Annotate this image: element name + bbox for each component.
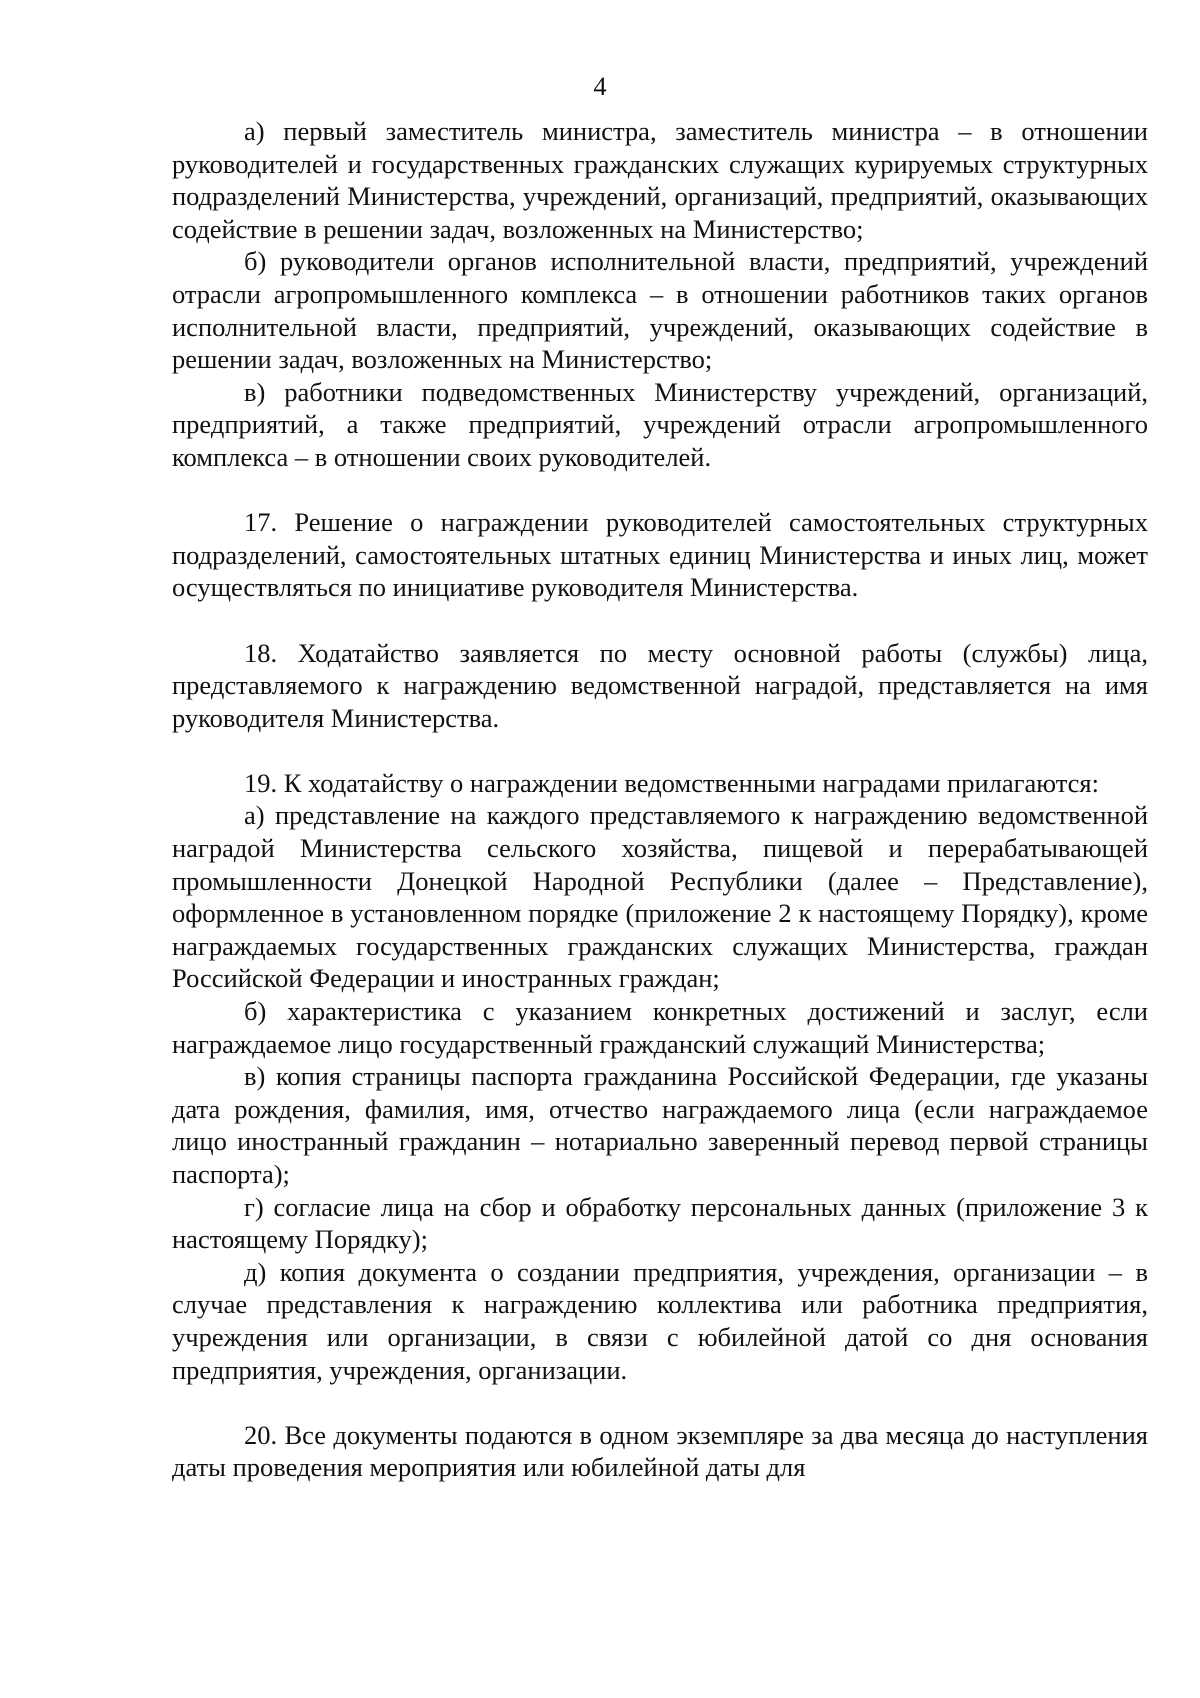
- paragraph-17: 17. Решение о награждении руководителей самостоятельных структурных подразделений, самостоятельных штатных единиц Министерства и иных лиц, может осуществляться по инициативе руководителя Министерства.: [172, 507, 1148, 603]
- paragraph-16c: в) работники подведомственных Министерству учреждений, организаций, предприятий, а также предприятий, учреждений отрасли агропромышленного комплекса – в отношении своих руководителей.: [172, 376, 1148, 472]
- page-number: 4: [593, 71, 607, 101]
- document-body: [172, 115, 1148, 1484]
- paragraph-spacer: [172, 1386, 1148, 1419]
- paragraph-spacer: [172, 604, 1148, 637]
- paragraph-16b: б) руководители органов исполнительной власти, предприятий, учреждений отрасли агропромышленного комплекса – в отношении работников таких органов исполнительной власти, предприятий, учреждений, оказывающих содействие в решении задач, возложенных на Министерство;: [172, 246, 1148, 375]
- paragraph-19d: г) согласие лица на сбор и обработку персональных данных (приложение 3 к настоящему Порядку);: [172, 1191, 1148, 1255]
- paragraph-19e: д) копия документа о создании предприятия, учреждения, организации – в случае представления к награждению коллектива или работника предприятия, учреждения или организации, в связи с юбилейной датой со дня основания предприятия, учреждения, организации.: [172, 1256, 1148, 1385]
- paragraph-spacer: [172, 474, 1148, 507]
- paragraph-16a: а) первый заместитель министра, заместитель министра – в отношении руководителей и государственных гражданских служащих курируемых структурных подразделений Министерства, учреждений, организаций, предприятий, оказывающих содействие в решении задач, возложенных на Министерство;: [172, 116, 1148, 244]
- paragraph-19a: а) представление на каждого представляемого к награждению ведомственной наградой Министерства сельского хозяйства, пищевой и перерабатывающей промышленности Донецкой Народной Республики (далее – Представление), оформленное в установленном порядке (приложение 2 к настоящему Порядку), кроме награждаемых государственных гражданских служащих Министерства, граждан Российской Федерации и иностранных граждан;: [172, 800, 1148, 994]
- paragraph-spacer: [172, 734, 1148, 767]
- paragraph-19c: в) копия страницы паспорта гражданина Российской Федерации, где указаны дата рождения, фамилия, имя, отчество награждаемого лица (если награждаемое лицо иностранный гражданин – нотариально заверенный перевод первой страницы паспорта);: [172, 1061, 1148, 1189]
- paragraph-18: 18. Ходатайство заявляется по месту основной работы (службы) лица, представляемого к награждению ведомственной наградой, представляется на имя руководителя Министерства.: [172, 637, 1148, 733]
- paragraph-19: 19. К ходатайству о награждении ведомственными наградами прилагаются:: [244, 767, 1099, 798]
- paragraph-19b: б) характеристика с указанием конкретных достижений и заслуг, если награждаемое лицо государственный гражданский служащий Министерства;: [172, 996, 1148, 1059]
- paragraph-20: 20. Все документы подаются в одном экземпляре за два месяца до наступления даты проведения мероприятия или юбилейной даты для: [172, 1419, 1148, 1483]
